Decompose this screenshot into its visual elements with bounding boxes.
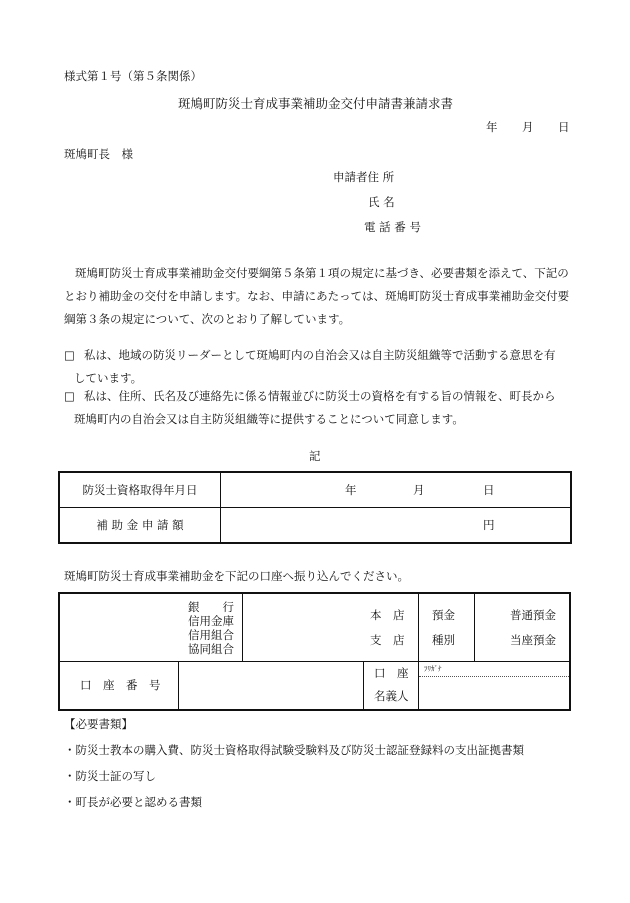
- institution-type-cooperative: 協同組合: [188, 642, 234, 656]
- account-number-field[interactable]: [183, 665, 359, 705]
- consent-item-1[interactable]: [64, 344, 570, 390]
- qualification-date-label: 防災士資格取得年月日: [59, 472, 221, 508]
- date-month: 月: [522, 120, 534, 134]
- holder-label-1: 口 座: [374, 666, 409, 680]
- consent-item-1-text-cont: しています。: [74, 371, 143, 385]
- holder-label-2: 名義人: [374, 689, 409, 703]
- qualification-table: [58, 471, 572, 544]
- ki-label: 記: [309, 449, 321, 463]
- applicant-phone-label: 電 話 番 号: [364, 220, 421, 234]
- deposit-type-label-1: 預金: [432, 608, 455, 622]
- institution-type-shinkin: 信用金庫: [188, 614, 234, 628]
- applicant-name-label: 氏 名: [368, 195, 395, 209]
- bank-intro: 斑鳩町防災士育成事業補助金を下記の口座へ振り込んでください。: [64, 569, 409, 583]
- required-doc-item: ・防災士教本の購入費、防災士資格取得試験受験料及び防災士認証登録料の支出証拠書類: [64, 743, 524, 757]
- checkbox-icon[interactable]: □: [64, 348, 75, 362]
- required-doc-item: ・防災士証の写し: [64, 769, 156, 783]
- date-year: 年: [486, 120, 498, 134]
- form-number: 様式第１号（第５条関係）: [64, 69, 202, 83]
- subsidy-amount-field[interactable]: [221, 508, 572, 544]
- consent-item-2-text-cont: 斑鳩町内の自治会又は自主防災組織等に提供することについて同意します。: [74, 412, 464, 426]
- institution-type-credit-union: 信用組合: [188, 628, 234, 642]
- deposit-ordinary-option[interactable]: 普通預金: [510, 608, 556, 622]
- document-title: 斑鳩町防災士育成事業補助金交付申請書兼請求書: [178, 96, 454, 111]
- request-paragraph: 斑鳩町防災士育成事業補助金交付要綱第５条第１項の規定に基づき、必要書類を添えて、下記のとおり補助金の交付を申請します。なお、申請にあたっては、斑鳩町防災士育成事業補助金交付要綱第３条の規定について、次のとおり了解しています。: [64, 266, 570, 326]
- addressee: 斑鳩町長 様: [64, 147, 133, 161]
- consent-item-2[interactable]: [64, 385, 570, 431]
- qualification-month: 月: [413, 483, 425, 497]
- institution-types: [188, 600, 234, 656]
- qualification-year: 年: [345, 483, 357, 497]
- institution-type-bank: 銀 行: [188, 600, 234, 614]
- branch-main: 本 店: [370, 608, 405, 622]
- applicant-address-label: 申請者住 所: [333, 170, 395, 184]
- account-holder-field[interactable]: [424, 679, 564, 705]
- checkbox-icon[interactable]: □: [64, 389, 75, 403]
- branch-sub: 支 店: [370, 633, 405, 647]
- deposit-current-option[interactable]: 当座預金: [510, 633, 556, 647]
- date-day: 日: [558, 120, 570, 134]
- consent-item-2-text: 私は、住所、氏名及び連絡先に係る情報並びに防災士の資格を有する旨の情報を、町長から: [84, 389, 556, 403]
- subsidy-amount-label: 補 助 金 申 請 額: [59, 508, 221, 544]
- furigana-label: ﾌﾘｶﾞﾅ: [424, 665, 442, 673]
- subsidy-amount-unit: 円: [483, 518, 495, 532]
- required-docs-heading: 【必要書類】: [64, 717, 133, 731]
- qualification-date-field[interactable]: [221, 472, 572, 508]
- deposit-type-label-2: 種別: [432, 633, 455, 647]
- consent-item-1-text: 私は、地域の防災リーダーとして斑鳩町内の自治会又は自主防災組織等で活動する意思を有: [84, 348, 556, 362]
- qualification-day: 日: [483, 483, 495, 497]
- bank-account-table: [58, 592, 571, 711]
- account-number-label: 口 座 番 号: [80, 678, 161, 692]
- required-doc-item: ・町長が必要と認める書類: [64, 795, 202, 809]
